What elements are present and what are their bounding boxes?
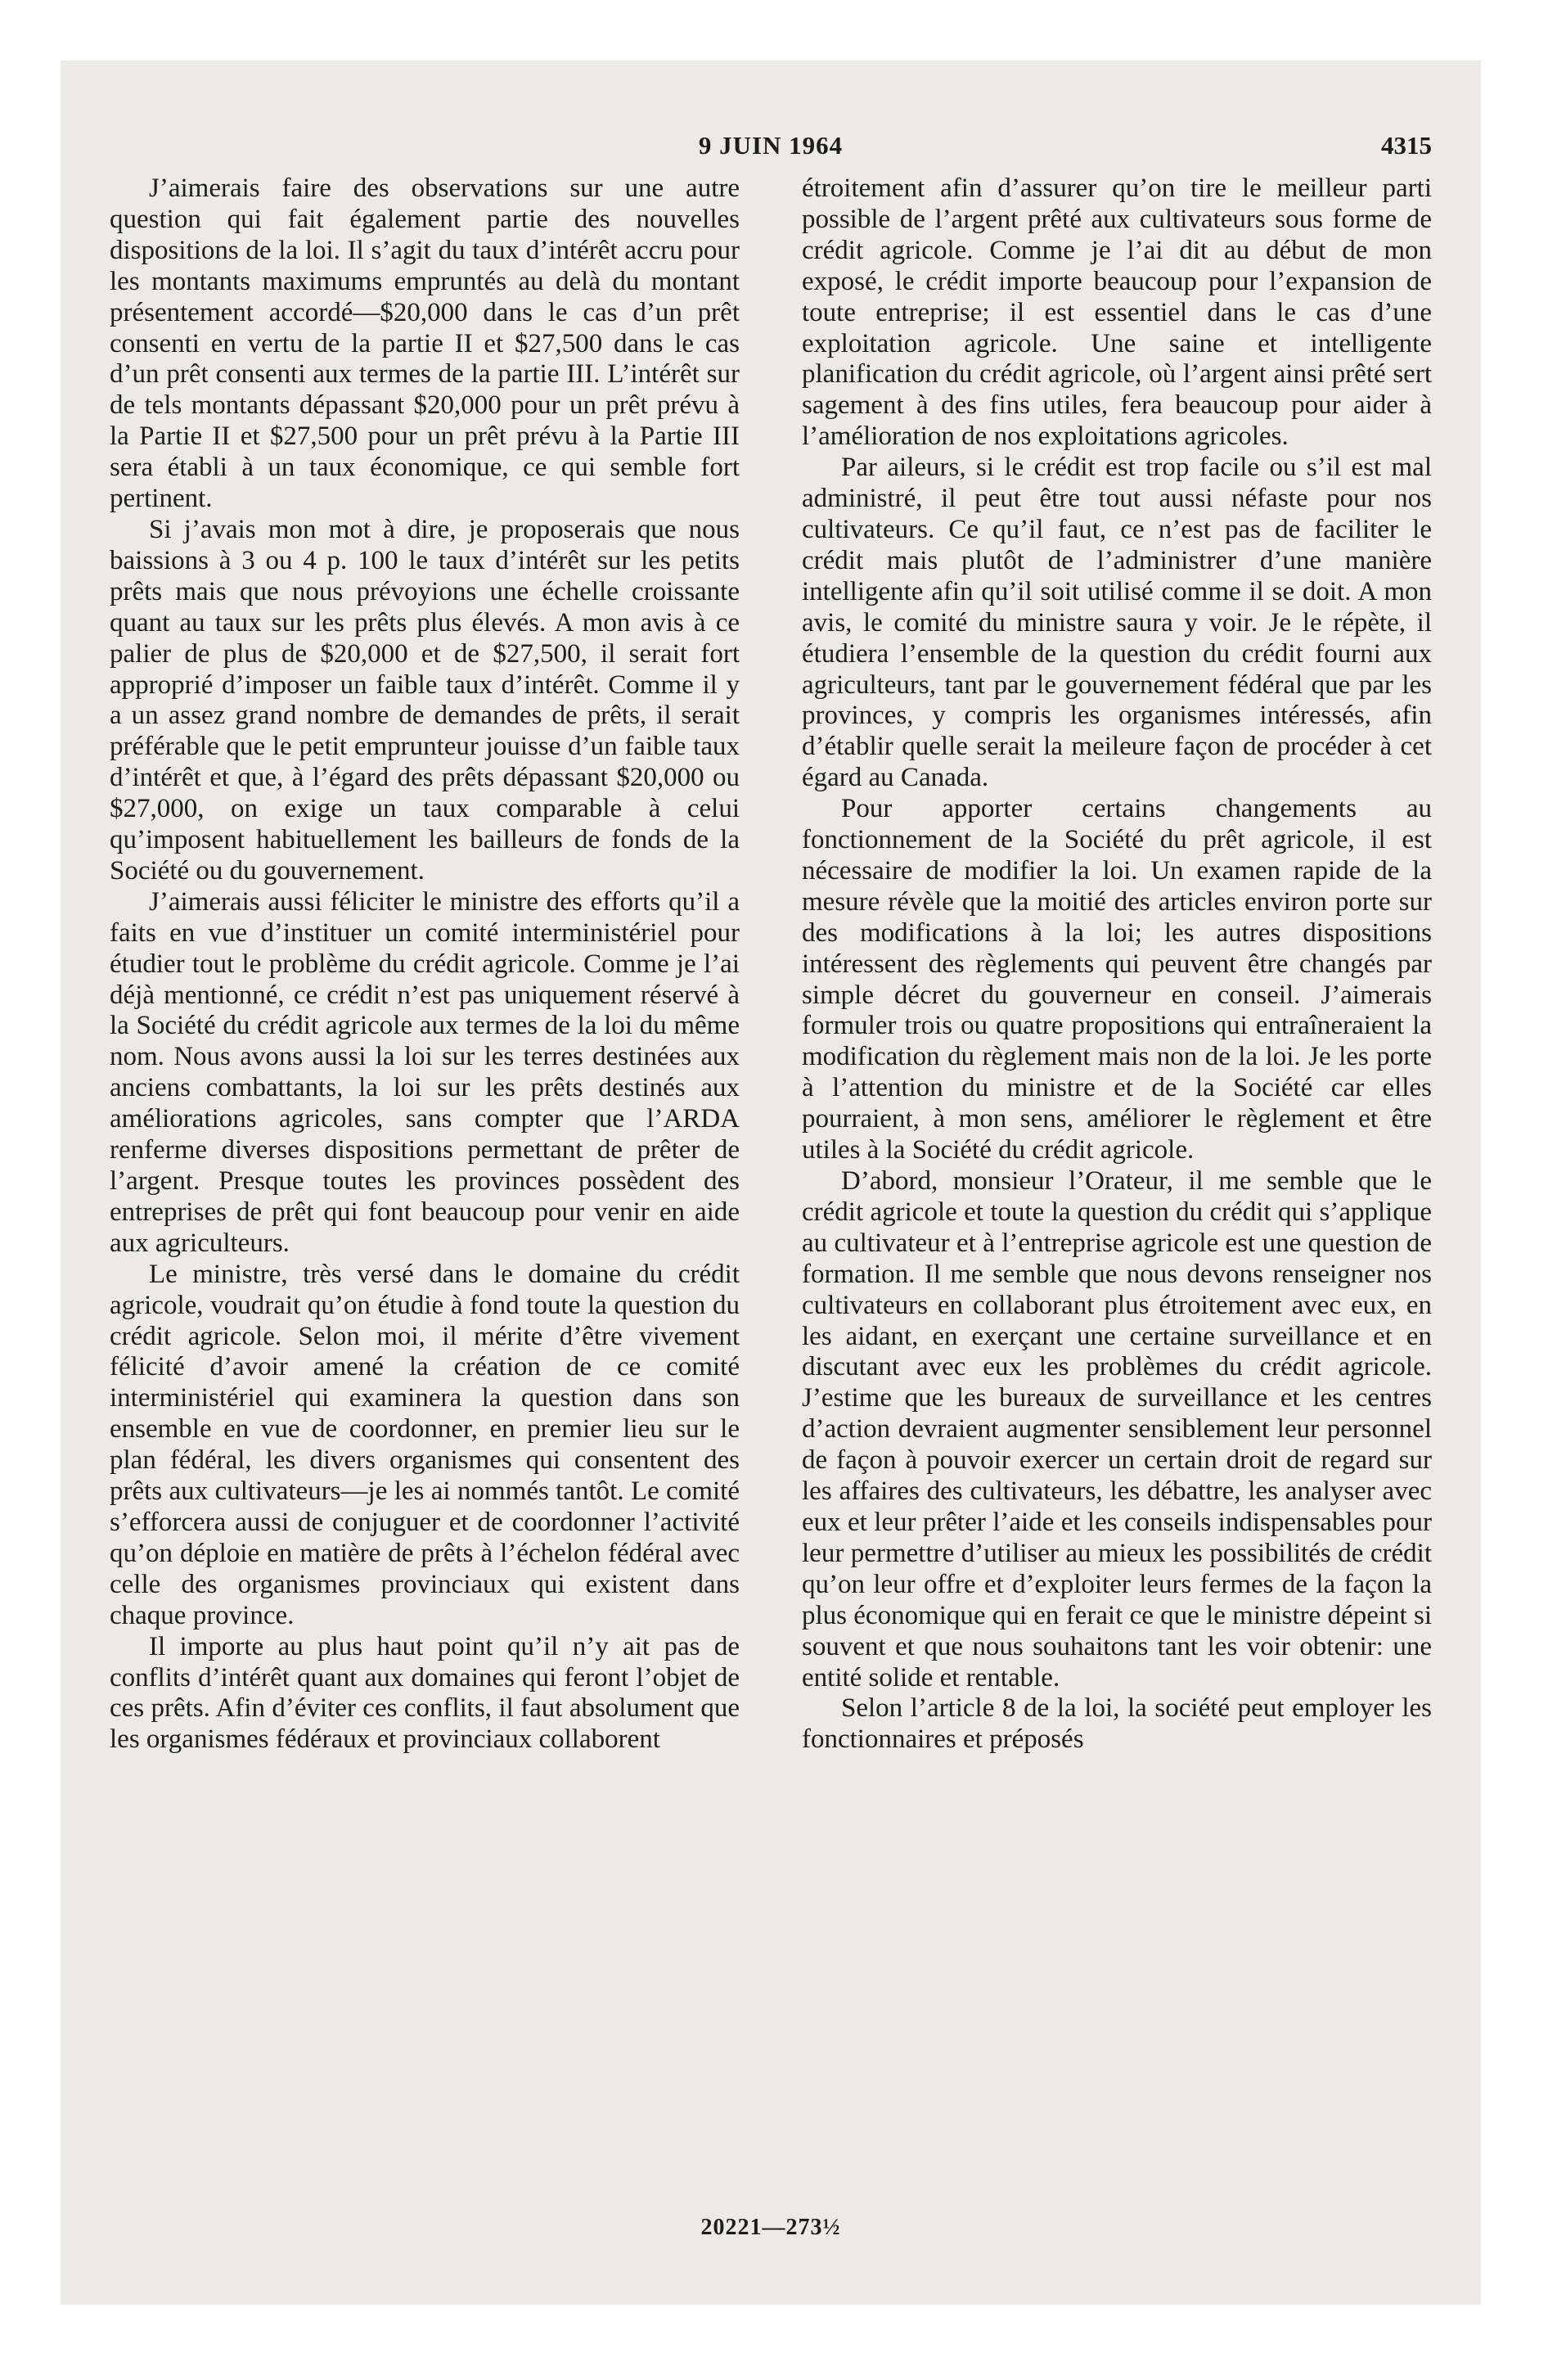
right-column (802, 174, 1432, 1756)
paragraph: Selon l’article 8 de la loi, la société peut employer les fonctionnaires et préposés (802, 1693, 1432, 1755)
page-number: 4315 (1381, 131, 1432, 160)
paragraph: Par aileurs, si le crédit est trop facile ou s’il est mal administré, il peut être tout aussi néfaste pour nos cultivateurs. Ce qu’il faut, ce n’est pas de faciliter le crédit mais plutôt de l’administrer d’une manière intelligente afin qu’il soit utilisé comme il se doit. A mon avis, le comité du ministre saura y voir. Je le répète, il étudiera l’ensemble de la question du crédit fourni aux agriculteurs, tant par le gouvernement fédéral que par les provinces, y compris les organismes intéressés, afin d’établir quelle serait la meileure façon de procéder à cet égard au Canada. (802, 453, 1432, 793)
running-head (110, 131, 1432, 174)
left-column (110, 174, 740, 1756)
paragraph: Pour apporter certains changements au fonctionnement de la Société du prêt agricole, il est nécessaire de modifier la loi. Un examen rapide de la mesure révèle que la moitié des articles environ porte sur des modifications à la loi; les autres dispositions intéressent des règlements qui peuvent être changés par simple décret du gouverneur en conseil. J’aimerais formuler trois ou quatre propositions qui entraîneraient la modification du règlement mais non de la loi. Je les porte à l’attention du ministre et de la Société car elles pourraient, à mon sens, améliorer le règlement et être utiles à la Société du crédit agricole. (802, 794, 1432, 1165)
document-page (110, 131, 1432, 2240)
text-columns (110, 174, 1432, 1756)
paragraph: J’aimerais faire des observations sur une autre question qui fait également partie des nouvelles dispositions de la loi. Il s’agit du taux d’intérêt accru pour les montants maximums empruntés au delà du montant présentement accordé—$20,000 dans le cas d’un prêt consenti en vertu de la partie II et $27,500 dans le cas d’un prêt consenti aux termes de la partie III. L’intérêt sur de tels montants dépassant $20,000 pour un prêt prévu à la Partie II et $27,500 pour un prêt prévu à la Partie III sera établi à un taux économique, ce qui semble fort pertinent. (110, 174, 740, 514)
paragraph: étroitement afin d’assurer qu’on tire le meilleur parti possible de l’argent prêté aux cultivateurs sous forme de crédit agricole. Comme je l’ai dit au début de mon exposé, le crédit importe beaucoup pour l’expansion de toute entreprise; il est essentiel dans le cas d’une exploitation agricole. Une saine et intelligente planification du crédit agricole, où l’argent ainsi prêté sert sagement à des fins utiles, fera beaucoup pour aider à l’amélioration de nos exploitations agricoles. (802, 174, 1432, 452)
paragraph: D’abord, monsieur l’Orateur, il me semble que le crédit agricole et toute la question du crédit qui s’applique au cultivateur et à l’entreprise agricole est une question de formation. Il me semble que nous devons renseigner nos cultivateurs en collaborant plus étroitement avec eux, en les aidant, en exerçant une certaine surveillance et en discutant avec eux les problèmes du crédit agricole. J’estime que les bureaux de surveillance et les centres d’action devraient augmenter sensiblement leur personnel de façon à pouvoir exercer un certain droit de regard sur les affaires des cultivateurs, les débattre, les analyser avec eux et leur prêter l’aide et les conseils indispensables pour leur permettre d’utiliser au mieux les possibilités de crédit qu’on leur offre et d’exploiter leurs fermes de la façon la plus économique qui en ferait ce que le ministre dépeint si souvent et que nous souhaitons tant les voir obtenir: une entité solide et rentable. (802, 1166, 1432, 1693)
paragraph: J’aimerais aussi féliciter le ministre des efforts qu’il a faits en vue d’instituer un comité interministériel pour étudier tout le problème du crédit agricole. Comme je l’ai déjà mentionné, ce crédit n’est pas uniquement réservé à la Société du crédit agricole aux termes de la loi du même nom. Nous avons aussi la loi sur les terres destinées aux anciens combattants, la loi sur les prêts destinés aux améliorations agricoles, sans compter que l’ARDA renferme diverses dispositions permettant de prêter de l’argent. Presque toutes les provinces possèdent des entreprises de prêt qui font beaucoup pour venir en aide aux agriculteurs. (110, 886, 740, 1258)
paragraph: Il importe au plus haut point qu’il n’y ait pas de conflits d’intérêt quant aux domaines qui feront l’objet de ces prêts. Afin d’éviter ces conflits, il faut absolument que les organismes fédéraux et provinciaux collaborent (110, 1631, 740, 1755)
header-date: 9 JUIN 1964 (698, 131, 844, 160)
paragraph: Le ministre, très versé dans le domaine du crédit agricole, voudrait qu’on étudie à fond toute la question du crédit agricole. Selon moi, il mérite d’être vivement félicité d’avoir amené la création de ce comité interministériel qui examinera la question dans son ensemble en vue de coordonner, en premier lieu sur le plan fédéral, les divers organismes qui consentent des prêts aux cultivateurs—je les ai nommés tantôt. Le comité s’efforcera aussi de conjuguer et de coordonner l’activité qu’on déploie en matière de prêts à l’échelon fédéral avec celle des organismes provinciaux qui existent dans chaque province. (110, 1259, 740, 1630)
scanned-page (61, 61, 1481, 2305)
printer-signature: 20221—273½ (700, 2215, 841, 2240)
paragraph: Si j’avais mon mot à dire, je proposerais que nous baissions à 3 ou 4 p. 100 le taux d’intérêt sur les petits prêts mais que nous prévoyions une échelle croissante quant au taux sur les prêts plus élevés. A mon avis à ce palier de plus de $20,000 et de $27,500, il serait fort approprié d’imposer un faible taux d’intérêt. Comme il y a un assez grand nombre de demandes de prêts, il serait préférable que le petit emprunteur jouisse d’un faible taux d’intérêt et que, à l’égard des prêts dépassant $20,000 ou $27,000, on exige un taux comparable à celui qu’imposent habituellement les bailleurs de fonds de la Société ou du gouvernement. (110, 514, 740, 886)
